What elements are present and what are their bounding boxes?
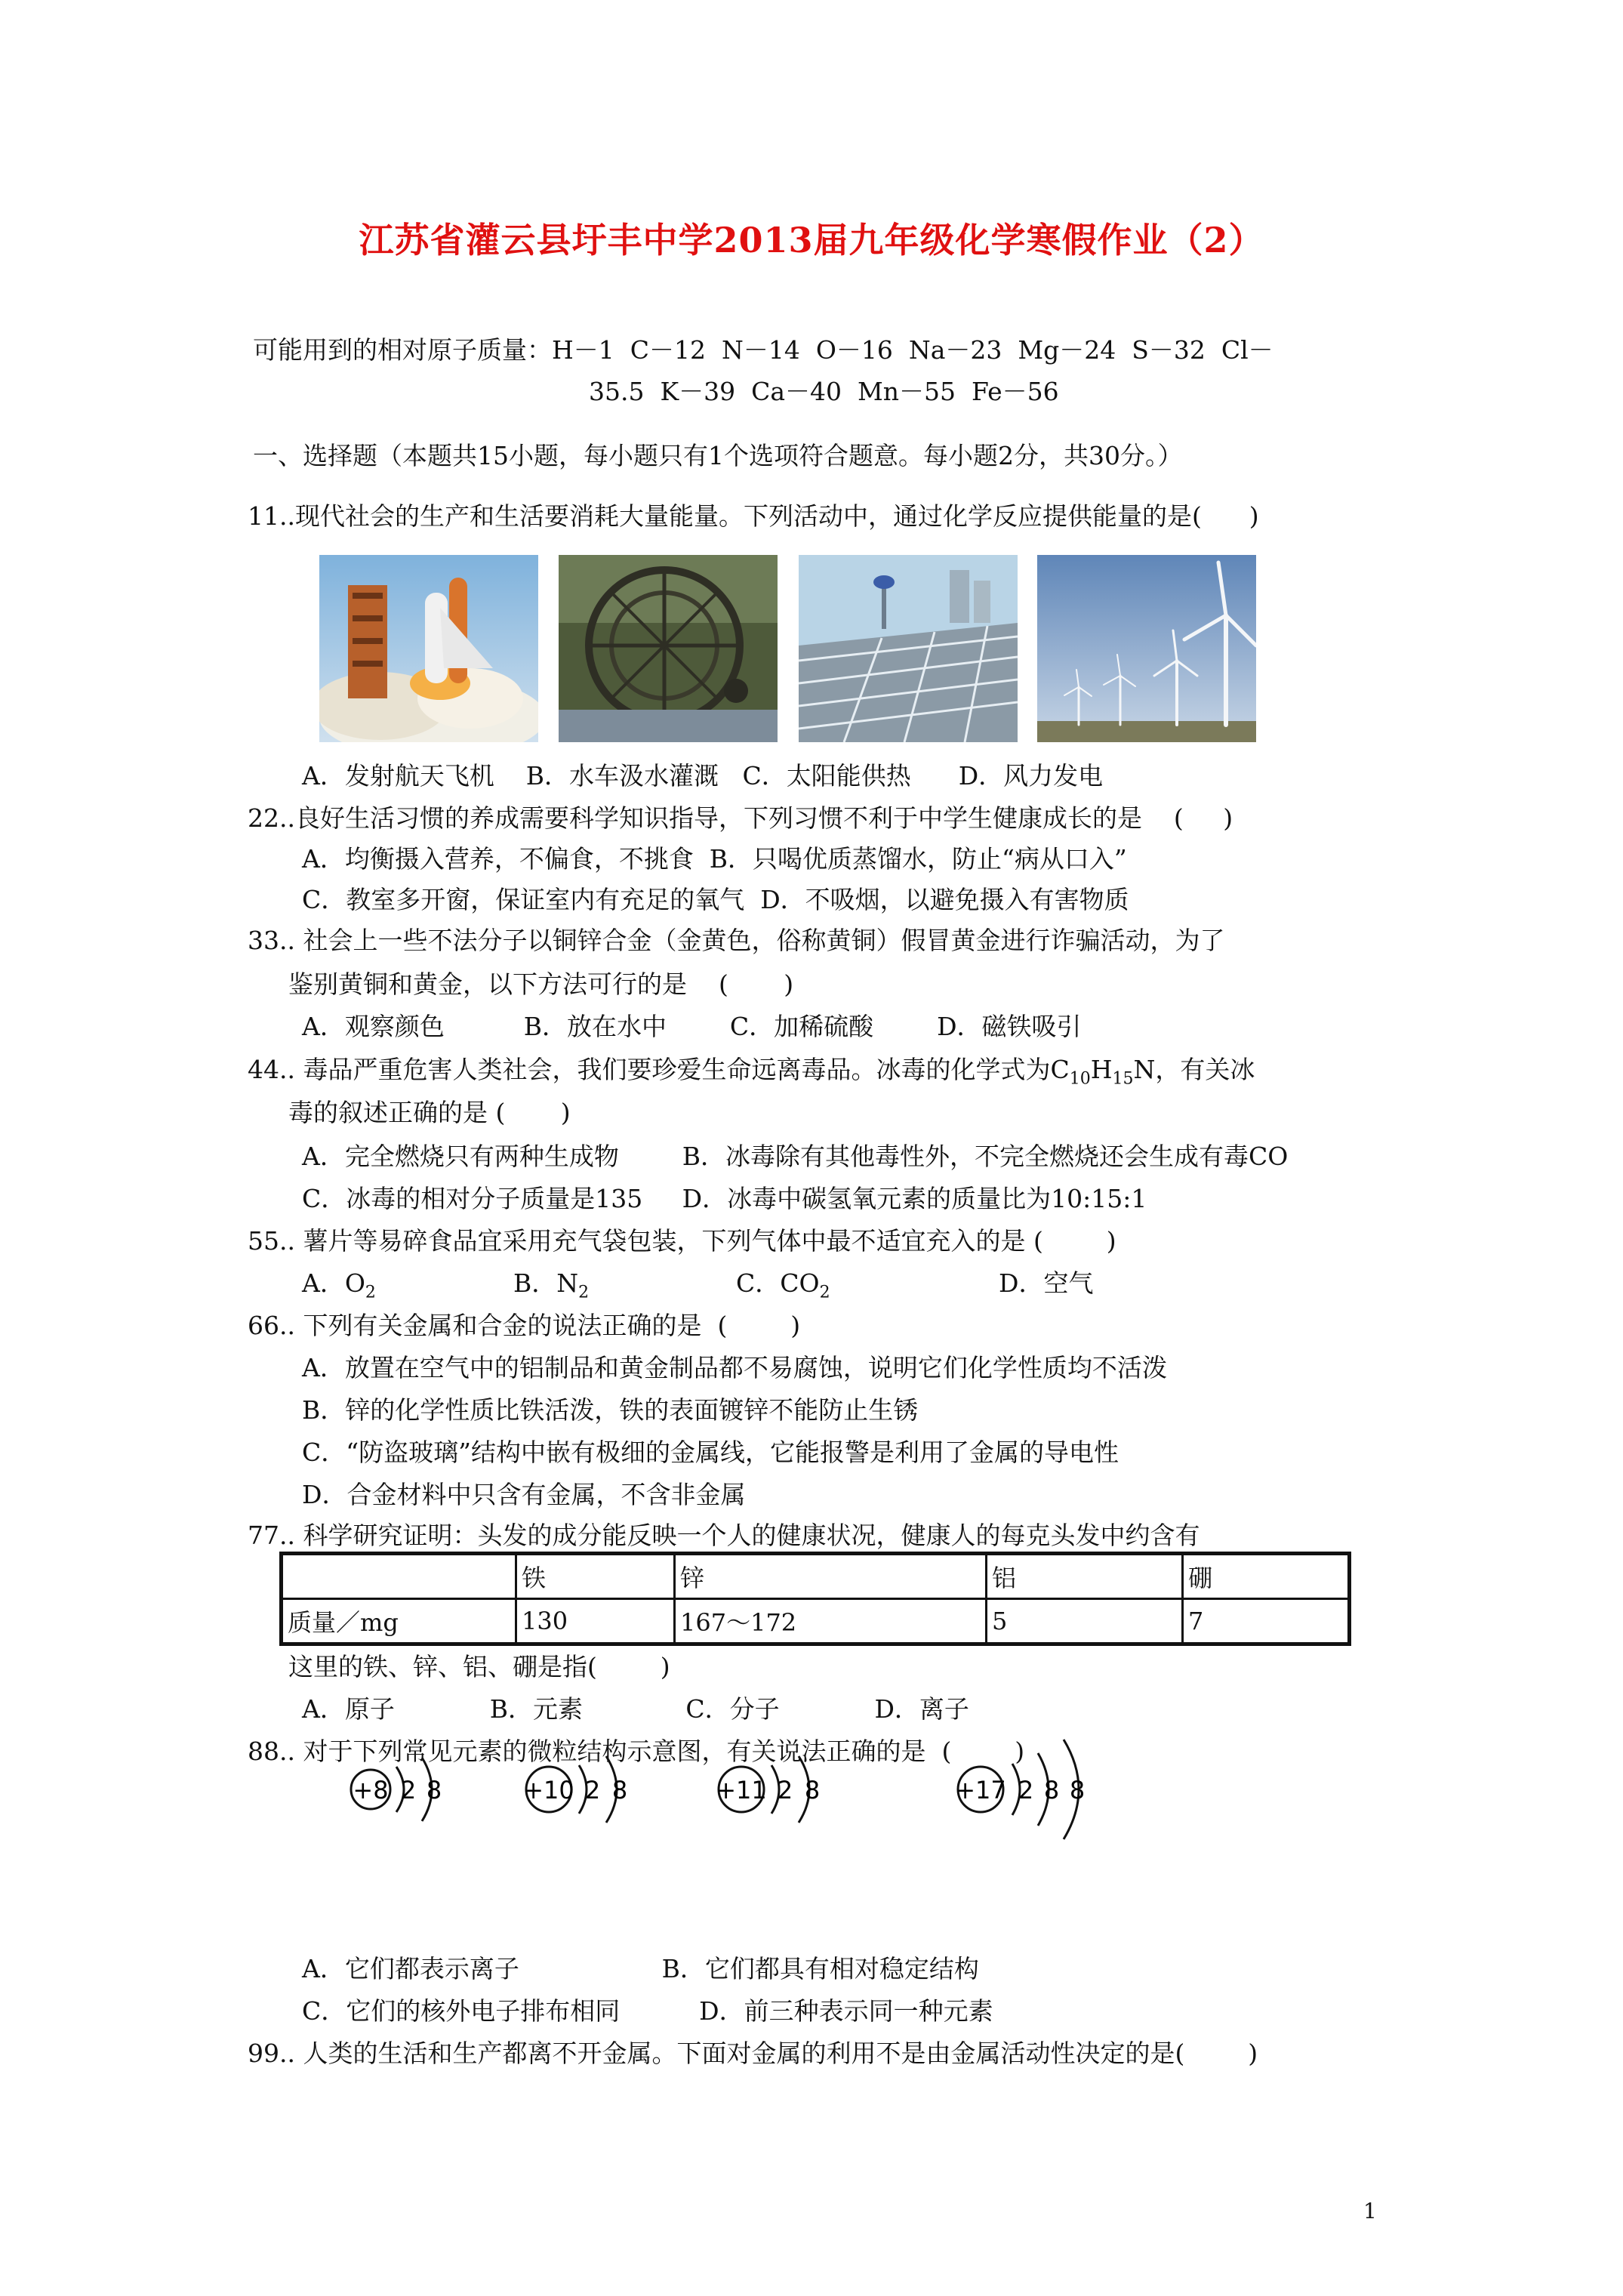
- question-7-stem: 77.. 科学研究证明：头发的成分能反映一个人的健康状况，健康人的每克头发中约含有: [248, 1521, 1200, 1550]
- shell-electron-count: 2: [400, 1776, 417, 1804]
- table-cell: 硼: [1183, 1554, 1350, 1599]
- question-4-options-ab: A．完全燃烧只有两种生成物 B．冰毒除有其他毒性外，不完全燃烧还会生成有毒CO: [302, 1142, 1289, 1171]
- atom-diagram-4: [947, 1729, 1129, 1845]
- table-cell: [282, 1554, 516, 1599]
- atom-diagram-3: [710, 1744, 861, 1838]
- table-header-row: [282, 1554, 1350, 1599]
- question-7-stem-line2: 这里的铁、锌、铝、硼是指( ): [288, 1652, 670, 1681]
- nucleus-label: +8: [353, 1776, 389, 1804]
- question-8-options-cd: C．它们的核外电子排布相同 D．前三种表示同一种元素: [302, 1996, 993, 2026]
- nucleus-label: +10: [523, 1776, 574, 1804]
- shell-electron-count: 8: [1069, 1776, 1086, 1804]
- table-cell: 铝: [987, 1554, 1183, 1599]
- atomic-masses-line1: 可能用到的相对原子质量：H－1 C－12 N－14 O－16 Na－23 Mg－24 S－32 Cl－: [253, 335, 1273, 365]
- page-title: 江苏省灌云县圩丰中学2013届九年级化学寒假作业（2）: [359, 220, 1264, 260]
- table-cell: 167～172: [675, 1599, 987, 1644]
- question-6-option-a: A．放置在空气中的铝制品和黄金制品都不易腐蚀，说明它们化学性质均不活泼: [302, 1353, 1167, 1382]
- question-3-stem-line2: 鉴别黄铜和黄金，以下方法可行的是 ( ): [288, 969, 794, 999]
- question-4-stem-line1: 44.. 毒品严重危害人类社会，我们要珍爱生命远离毒品。冰毒的化学式为$C_{10}H_{15}N$，有关冰: [248, 1055, 1255, 1089]
- question-3-options: A．观察颜色 B．放在水中 C．加稀硫酸 D．磁铁吸引: [302, 1012, 1082, 1041]
- question-2-stem: 22..良好生活习惯的养成需要科学知识指导，下列习惯不利于中学生健康成长的是 ( ): [248, 803, 1233, 833]
- question-1-options: A．发射航天飞机 B．水车汲水灌溉 C．太阳能供热 D．风力发电: [302, 761, 1104, 791]
- question-5-option-d: D．空气: [999, 1268, 1094, 1298]
- waterwheel-irrigation-image: [559, 555, 778, 742]
- shell-electron-count: 2: [1018, 1776, 1034, 1804]
- wind-turbines-image: [1037, 555, 1256, 742]
- question-6-option-c: C．“防盗玻璃”结构中嵌有极细的金属线，它能报警是利用了金属的导电性: [302, 1438, 1119, 1467]
- table-cell: 5: [987, 1599, 1183, 1644]
- question-5-stem: 55.. 薯片等易碎食品宜采用充气袋包装，下列气体中最不适宜充入的是 ( ): [248, 1226, 1116, 1256]
- nucleus-label: +11: [716, 1776, 767, 1804]
- question-6-option-b: B．锌的化学性质比铁活泼，铁的表面镀锌不能防止生锈: [302, 1395, 919, 1425]
- question-8-stem: 88.. 对于下列常见元素的微粒结构示意图，有关说法正确的是 ( ): [248, 1737, 1025, 1766]
- shell-electron-count: 8: [611, 1776, 628, 1804]
- shell-electron-count: 8: [426, 1776, 442, 1804]
- question-6-option-d: D．合金材料中只含有金属，不含非金属: [302, 1480, 746, 1509]
- question-6-stem: 66.. 下列有关金属和合金的说法正确的是 ( ): [248, 1311, 801, 1340]
- question-5-option-c: C．$CO_2$: [736, 1268, 830, 1302]
- question-9-stem: 99.. 人类的生活和生产都离不开金属。下面对金属的利用不是由金属活动性决定的是( ): [248, 2039, 1258, 2068]
- atomic-masses-line2: 35.5 K－39 Ca－40 Mn－55 Fe－56: [589, 377, 1059, 406]
- shell-electron-count: 8: [1043, 1776, 1060, 1804]
- question-4-options-cd: C．冰毒的相对分子质量是135 D．冰毒中碳氢氧元素的质量比为10:15:1: [302, 1184, 1147, 1213]
- hair-composition-table: [279, 1552, 1351, 1646]
- question-7-options: A．原子 B．元素 C．分子 D．离子: [302, 1694, 969, 1724]
- table-cell: 7: [1183, 1599, 1350, 1644]
- shell-electron-count: 2: [584, 1776, 601, 1804]
- shell-electron-count: 2: [777, 1776, 793, 1804]
- shell-electron-count: 8: [804, 1776, 821, 1804]
- question-5-option-a: A．$O_2$: [302, 1268, 376, 1302]
- table-row: [282, 1599, 1350, 1644]
- question-1-stem: 11..现代社会的生产和生活要消耗大量能量。下列活动中，通过化学反应提供能量的是( ): [248, 501, 1259, 531]
- question-3-stem-line1: 33.. 社会上一些不法分子以铜锌合金（金黄色，俗称黄铜）假冒黄金进行诈骗活动，为了: [248, 926, 1225, 955]
- table-cell: 质量／mg: [282, 1599, 516, 1644]
- atom-diagram-1: [343, 1744, 479, 1838]
- section-heading: 一、选择题（本题共15小题，每小题只有1个选项符合题意。每小题2分，共30分。）: [253, 441, 1183, 470]
- question-8-options-ab: A．它们都表示离子 B．它们都具有相对稳定结构: [302, 1954, 979, 1983]
- table-cell: 锌: [675, 1554, 987, 1599]
- question-4-stem-line2: 毒的叙述正确的是 ( ): [288, 1098, 571, 1127]
- question-2-options-ab: A．均衡摄入营养，不偏食，不挑食 B．只喝优质蒸馏水，防止“病从口入”: [302, 844, 1127, 874]
- table-cell: 130: [516, 1599, 675, 1644]
- nucleus-label: +17: [955, 1776, 1006, 1804]
- solar-heating-panels-image: [799, 555, 1018, 742]
- question-5-option-b: B．$N_2$: [513, 1268, 590, 1302]
- atom-diagram-2: [517, 1744, 668, 1838]
- question-2-options-cd: C．教室多开窗，保证室内有充足的氧气 D．不吸烟，以避免摄入有害物质: [302, 885, 1129, 914]
- space-shuttle-launch-image: [319, 555, 538, 742]
- table-cell: 铁: [516, 1554, 675, 1599]
- ice-formula: $C_{10}H_{15}N$: [1050, 1055, 1156, 1089]
- page-number: 1: [1363, 2199, 1377, 2224]
